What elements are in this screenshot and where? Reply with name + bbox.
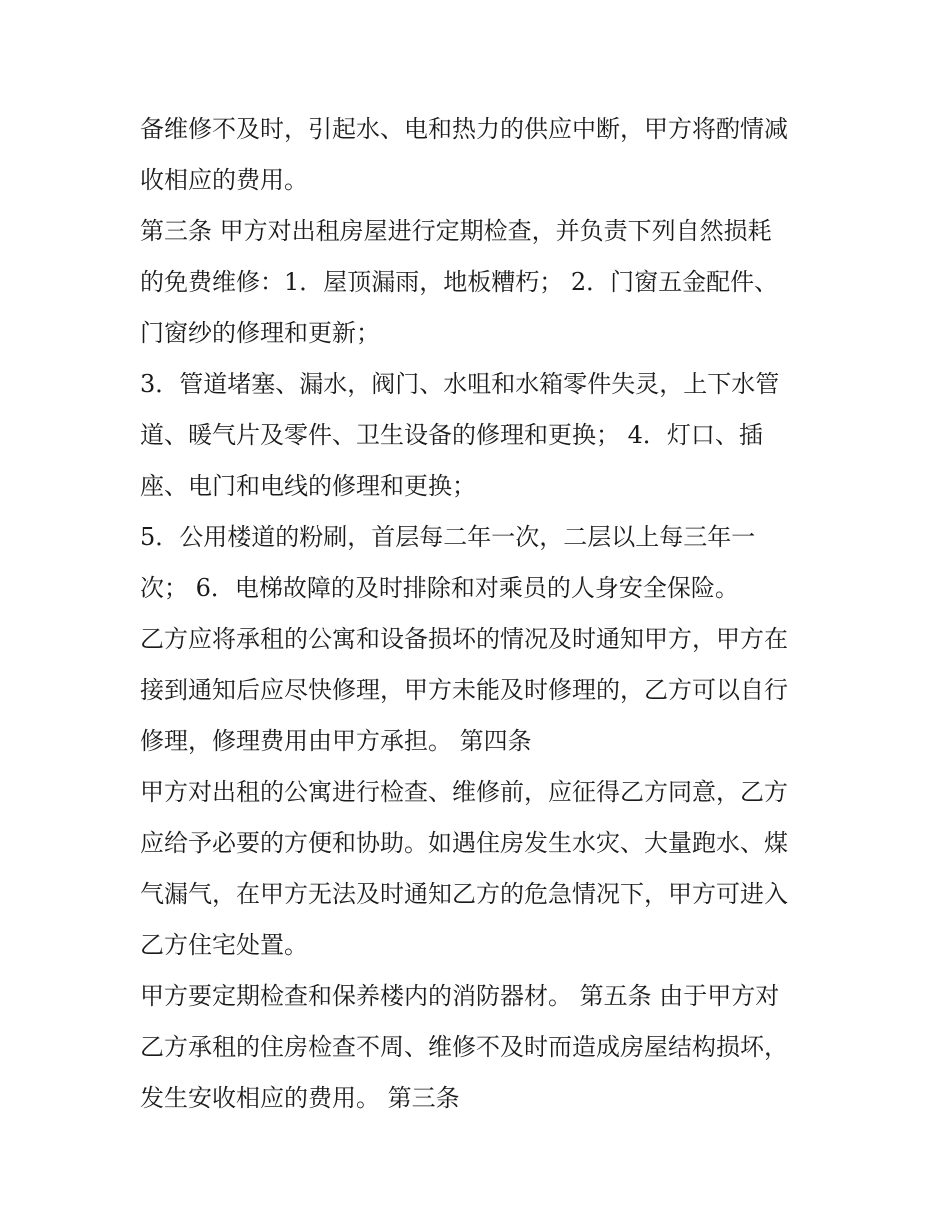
text-line: 道、暖气片及零件、卫生设备的修理和更换； 4．灯口、插 [140, 421, 763, 449]
text-line: 门窗纱的修理和更新； [140, 319, 380, 347]
text-line: 3．管道堵塞、漏水，阀门、水咀和水箱零件失灵，上下水管 [140, 370, 780, 398]
text-line: 的免费维修：1．屋顶漏雨，地板糟朽； 2．门窗五金配件、 [140, 268, 779, 296]
text-line: 座、电门和电线的修理和更换； [140, 472, 476, 500]
text-line: 收相应的费用。 [140, 166, 308, 194]
text-line: 发生安收相应的费用。 第三条 [140, 1084, 460, 1112]
text-line: 备维修不及时，引起水、电和热力的供应中断，甲方将酌情减 [140, 115, 788, 143]
text-line: 5．公用楼道的粉刷，首层每二年一次，二层以上每三年一 [140, 523, 756, 551]
text-line: 应给予必要的方便和协助。如遇住房发生水灾、大量跑水、煤 [140, 829, 788, 857]
text-line: 气漏气，在甲方无法及时通知乙方的危急情况下，甲方可进入 [140, 880, 788, 908]
text-line: 修理，修理费用由甲方承担。 第四条 [140, 727, 532, 755]
text-line: 接到通知后应尽快修理，甲方未能及时修理的，乙方可以自行 [140, 676, 788, 704]
text-line: 乙方住宅处置。 [140, 931, 308, 959]
text-line: 乙方承租的住房检查不周、维修不及时而造成房屋结构损坏， [140, 1033, 788, 1061]
text-line: 次； 6．电梯故障的及时排除和对乘员的人身安全保险。 [140, 574, 739, 602]
text-line: 甲方对出租的公寓进行检查、维修前，应征得乙方同意，乙方 [140, 778, 788, 806]
text-line: 第三条 甲方对出租房屋进行定期检查，并负责下列自然损耗 [140, 217, 772, 245]
text-line: 甲方要定期检查和保养楼内的消防器材。 第五条 由于甲方对 [140, 982, 780, 1010]
document-body [140, 104, 840, 1124]
text-line: 乙方应将承租的公寓和设备损坏的情况及时通知甲方，甲方在 [140, 625, 788, 653]
